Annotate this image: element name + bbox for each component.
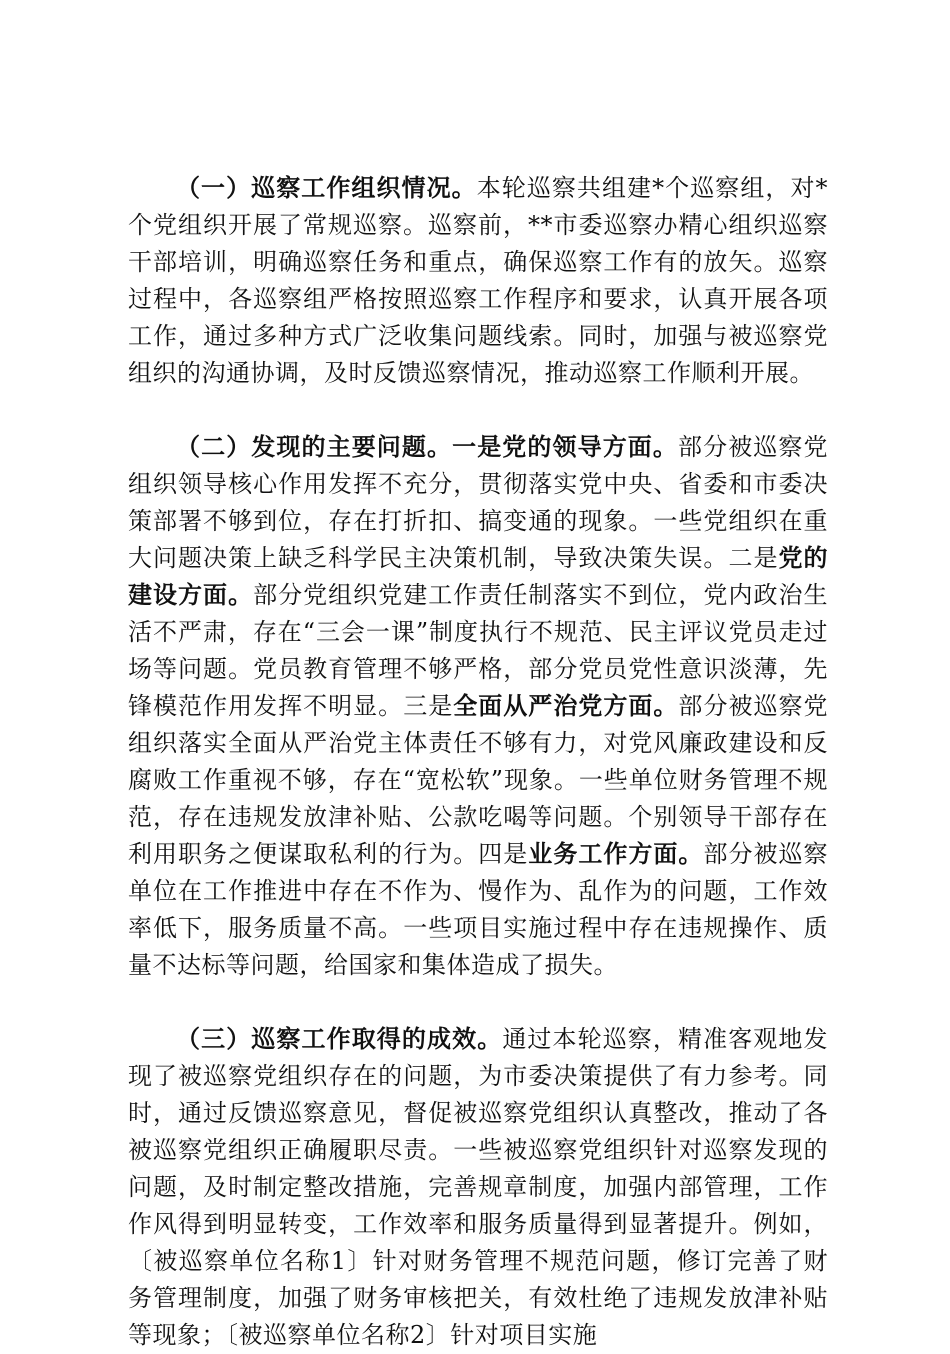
body-text: 部分被巡察党组织领导核心作用发挥不充分，贯彻落实党中央、省委和市委决策部署不够到位，存在打折扣、搞变通的现象。一些党组织在重大问题决策上缺乏科学民主决策机制，导致决策失误。二是 <box>128 433 828 572</box>
body-text: 通过本轮巡察，精准客观地发现了被巡察党组织存在的问题，为市委决策提供了有力参考。同时，通过反馈巡察意见，督促被巡察党组织认真整改，推动了各被巡察党组织正确履职尽责。一些被巡察党组织针对巡察发现的问题，及时制定整改措施，完善规章制度，加强内部管理，工作作风得到明显转变，工作效率和服务质量得到显著提升。例如，〔被巡察单位名称1〕针对财务管理不规范问题，修订完善了财务管理制度，加强了财务审核把关，有效杜绝了违规发放津补贴等现象；〔被巡察单位名称2〕针对项目实施 <box>128 1025 829 1349</box>
body-text: 部分被巡察单位在工作推进中存在不作为、慢作为、乱作为的问题，工作效率低下，服务质量不高。一些项目实施过程中存在违规操作、质量不达标等问题，给国家和集体造成了损失。 <box>128 840 829 979</box>
paragraph-organization <box>128 170 828 392</box>
paragraph-results <box>128 1021 828 1354</box>
paragraph-main-problems <box>128 429 828 984</box>
heading-results: （三）巡察工作取得的成效。 <box>176 1025 503 1053</box>
body-text: 本轮巡察共组建*个巡察组，对*个党组织开展了常规巡察。巡察前，**市委巡察办精心组织巡察干部培训，明确巡察任务和重点，确保巡察工作有的放矢。巡察过程中，各巡察组严格按照巡察工作程序和要求，认真开展各项工作，通过多种方式广泛收集问题线索。同时，加强与被巡察党组织的沟通协调，及时反馈巡察情况，推动巡察工作顺利开展。 <box>128 174 829 387</box>
body-text: 部分被巡察党组织落实全面从严治党主体责任不够有力，对党风廉政建设和反腐败工作重视不够，存在“宽松软”现象。一些单位财务管理不规范，存在违规发放津补贴、公款吃喝等问题。个别领导干部存在利用职务之便谋取私利的行为。四是 <box>128 692 829 868</box>
heading-organization: （一）巡察工作组织情况。 <box>176 174 477 202</box>
heading-main-problems: （二）发现的主要问题。一是党的领导方面。 <box>176 433 678 461</box>
heading-party-building: 党的建设方面。 <box>128 544 829 609</box>
body-text: 部分党组织党建工作责任制落实不到位，党内政治生活不严肃，存在“三会一课”制度执行不规范、民主评议党员走过场等问题。党员教育管理不够严格，部分党员党性意识淡薄，先锋模范作用发挥不明显。三是 <box>128 581 828 720</box>
document-body <box>128 170 828 1354</box>
heading-strict-governance: 全面从严治党方面。 <box>453 692 679 720</box>
heading-business-work: 业务工作方面。 <box>528 840 704 868</box>
